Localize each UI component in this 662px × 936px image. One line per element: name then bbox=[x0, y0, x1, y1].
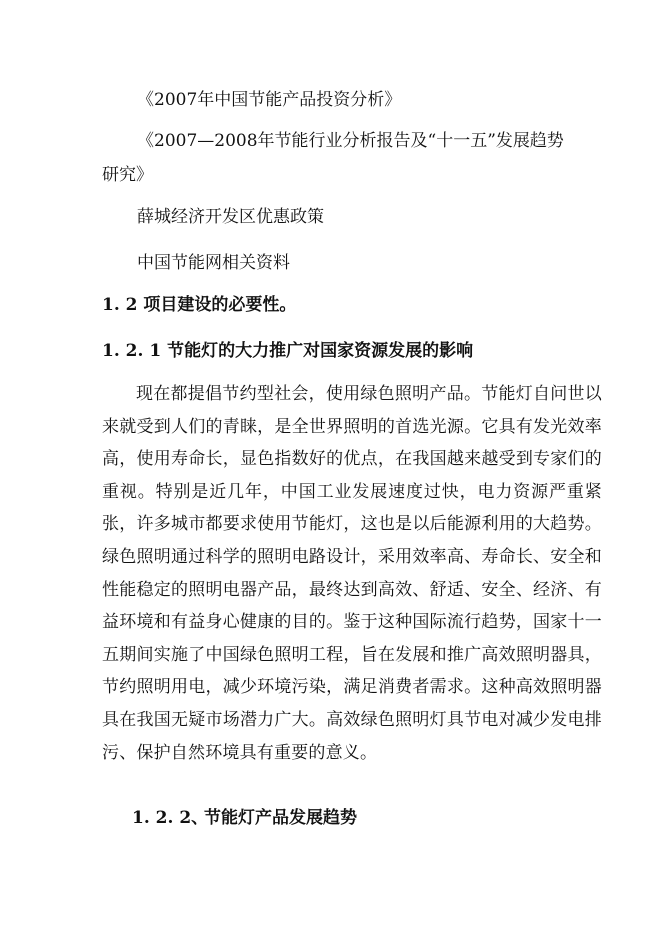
reference-item-2-line-2: 研究》 bbox=[102, 165, 153, 185]
reference-item-1: 《2007年中国节能产品投资分析》 bbox=[137, 90, 402, 110]
section-title: 节能灯产品发展趋势 bbox=[204, 808, 357, 828]
reference-item-2-line-1: 《2007—2008年节能行业分析报告及“十一五”发展趋势 bbox=[137, 131, 564, 151]
reference-item-3: 薛城经济开发区优惠政策 bbox=[137, 207, 324, 227]
section-heading-1-2: 1. 2 项目建设的必要性。 bbox=[102, 295, 297, 315]
section-heading-1-2-1: 1. 2. 1 节能灯的大力推广对国家资源发展的影响 bbox=[102, 341, 474, 361]
section-number: 1. 2. 2、 bbox=[132, 808, 209, 828]
section-heading-1-2-2 bbox=[132, 808, 357, 828]
body-paragraph: 现在都提倡节约型社会，使用绿色照明产品。节能灯自问世以来就受到人们的青睐，是全世界照明的首选光源。它具有发光效率高，使用寿命长，显色指数好的优点，在我国越来越受到专家们的重视。特别是近几年，中国工业发展速度过快，电力资源严重紧张，许多城市都要求使用节能灯，这也是以后能源利用的大趋势。绿色照明通过科学的照明电路设计，采用效率高、寿命长、安全和性能稳定的照明电器产品，最终达到高效、舒适、安全、经济、有益环境和有益身心健康的目的。鉴于这种国际流行趋势，国家十一五期间实施了中国绿色照明工程，旨在发展和推广高效照明器具，节约照明用电，减少环境污染，满足消费者需求。这种高效照明器具在我国无疑市场潜力广大。高效绿色照明灯具节电对减少发电排污、保护自然环境具有重要的意义。 bbox=[102, 384, 602, 763]
reference-item-4: 中国节能网相关资料 bbox=[137, 253, 290, 273]
